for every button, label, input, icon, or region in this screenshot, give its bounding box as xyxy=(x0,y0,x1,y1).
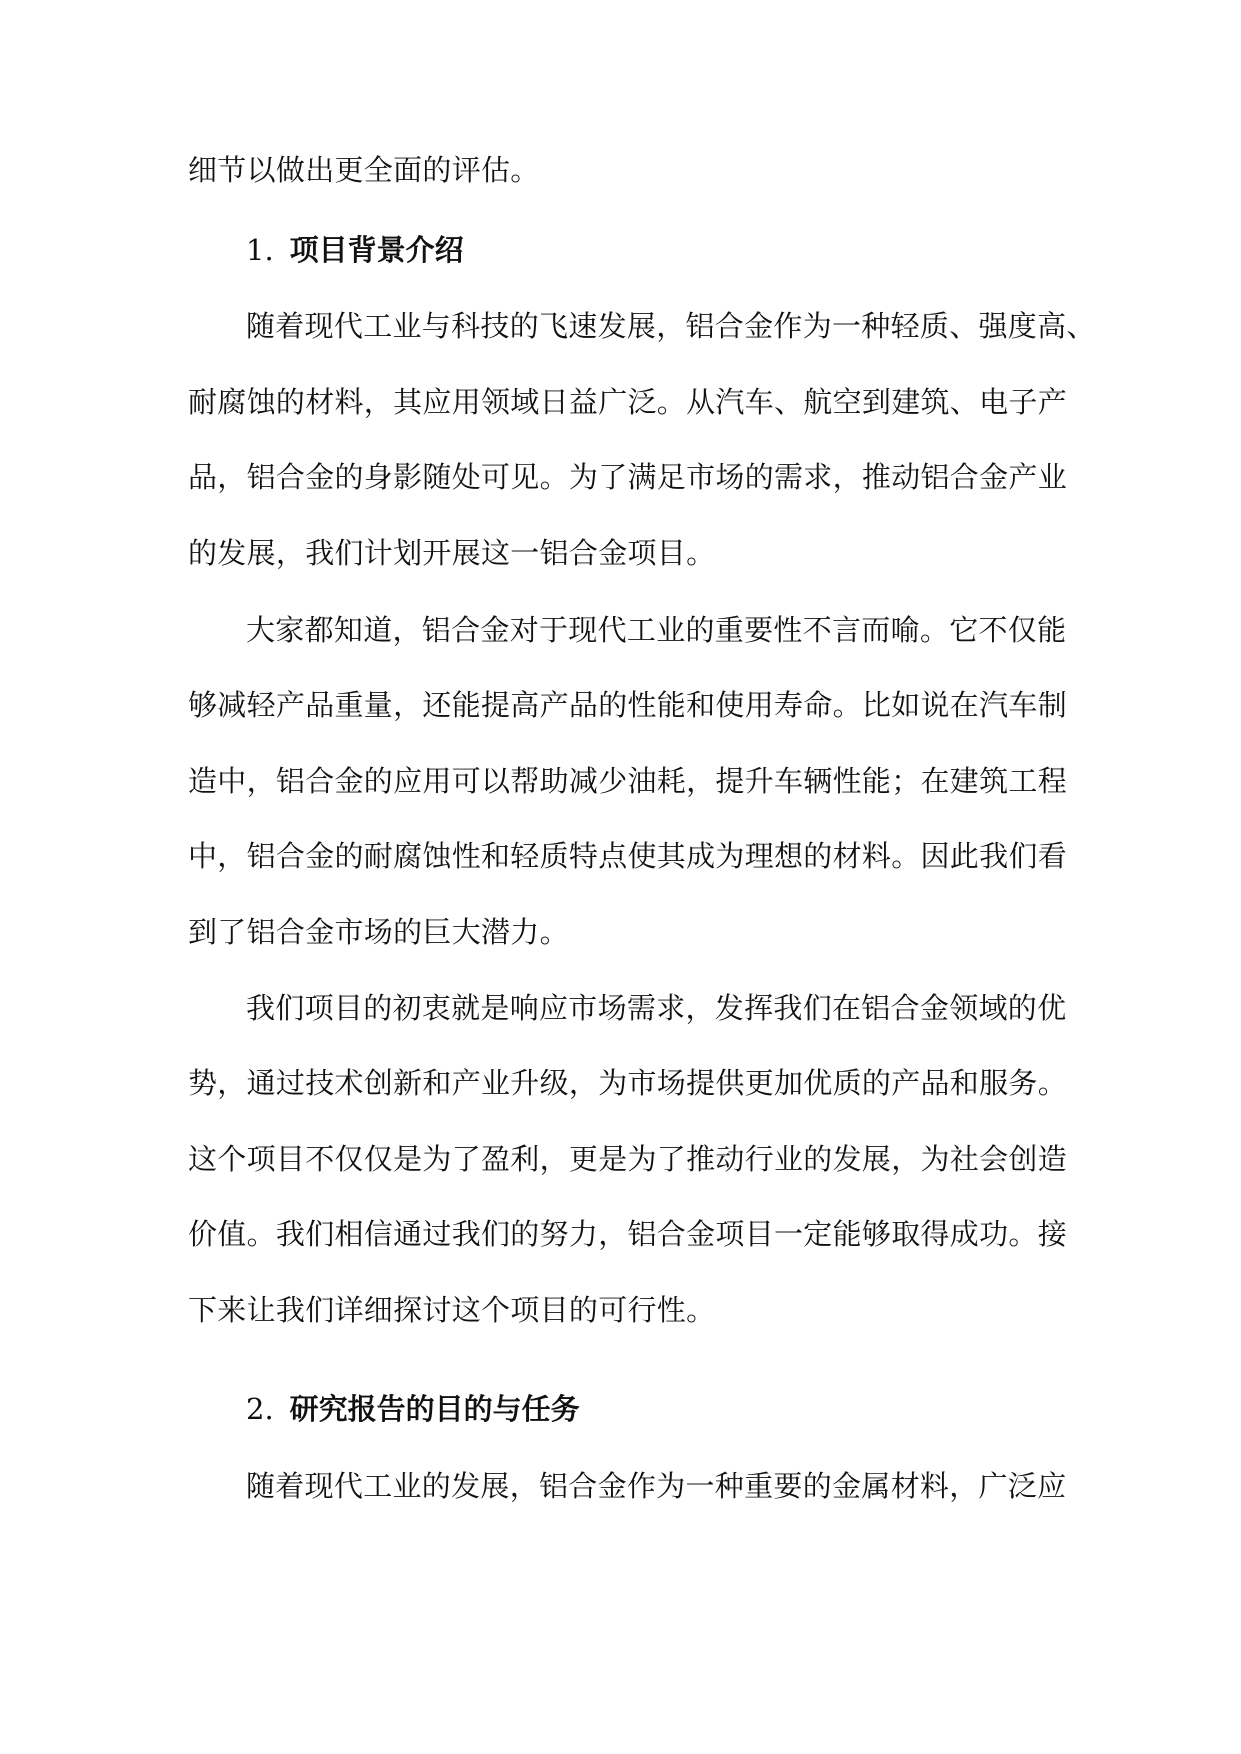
paragraph-line: 耐腐蚀的材料，其应用领域日益广泛。从汽车、航空到建筑、电子产 xyxy=(188,385,1068,419)
paragraph-line: 大家都知道，铝合金对于现代工业的重要性不言而喻。它不仅能 xyxy=(246,613,1067,647)
paragraph-line: 造中，铝合金的应用可以帮助减少油耗，提升车辆性能；在建筑工程 xyxy=(188,764,1068,798)
section-title: 项目背景介绍 xyxy=(289,233,464,267)
paragraph-line: 我们项目的初衷就是响应市场需求，发挥我们在铝合金领域的优 xyxy=(246,991,1067,1025)
section-heading-2 xyxy=(246,1391,580,1427)
section-number: 1. xyxy=(246,233,274,267)
paragraph-line: 到了铝合金市场的巨大潜力。 xyxy=(188,915,569,949)
section-title: 研究报告的目的与任务 xyxy=(289,1392,580,1426)
paragraph-line: 这个项目不仅仅是为了盈利，更是为了推动行业的发展，为社会创造 xyxy=(188,1142,1068,1176)
paragraph-line: 势，通过技术创新和产业升级，为市场提供更加优质的产品和服务。 xyxy=(188,1066,1068,1100)
paragraph-line: 价值。我们相信通过我们的努力，铝合金项目一定能够取得成功。接 xyxy=(188,1217,1068,1251)
section-number: 2. xyxy=(246,1392,274,1426)
paragraph-line: 下来让我们详细探讨这个项目的可行性。 xyxy=(188,1293,716,1327)
paragraph-line: 够减轻产品重量，还能提高产品的性能和使用寿命。比如说在汽车制 xyxy=(188,688,1068,722)
paragraph-line: 随着现代工业与科技的飞速发展，铝合金作为一种轻质、强度高、 xyxy=(246,309,1096,343)
continuation-line: 细节以做出更全面的评估。 xyxy=(188,153,540,187)
paragraph-line: 品，铝合金的身影随处可见。为了满足市场的需求，推动铝合金产业 xyxy=(188,460,1068,494)
section-heading-1 xyxy=(246,232,464,268)
paragraph-line: 中，铝合金的耐腐蚀性和轻质特点使其成为理想的材料。因此我们看 xyxy=(188,839,1068,873)
paragraph-line: 的发展，我们计划开展这一铝合金项目。 xyxy=(188,536,716,570)
paragraph-line: 随着现代工业的发展，铝合金作为一种重要的金属材料，广泛应 xyxy=(246,1469,1067,1503)
